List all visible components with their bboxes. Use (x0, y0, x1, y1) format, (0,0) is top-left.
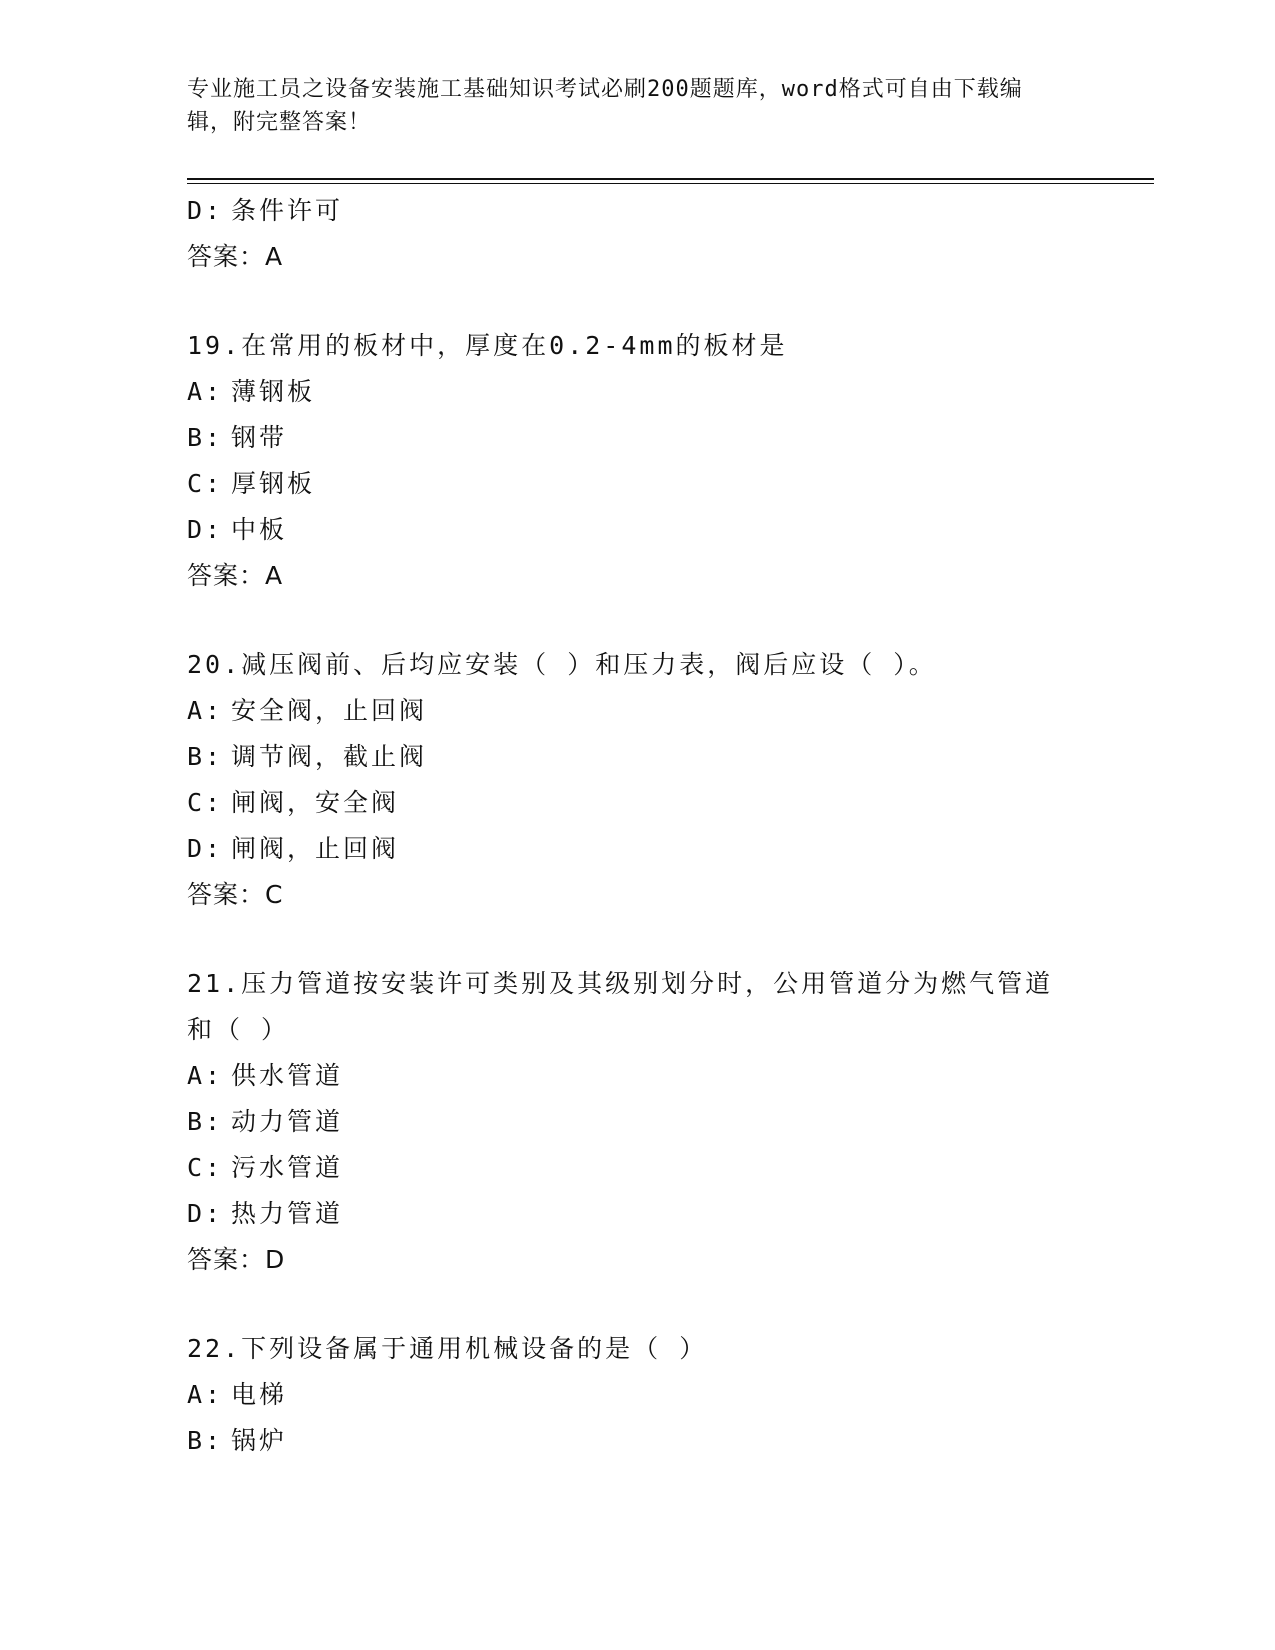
option-text: 污水管道 (231, 1153, 344, 1182)
question-text: 19.在常用的板材中，厚度在0.2-4mm的板材是 (187, 331, 788, 360)
option-text: 条件许可 (231, 196, 344, 225)
option-text: 热力管道 (231, 1199, 344, 1228)
option-b (187, 415, 1087, 461)
option-label: B: (187, 742, 224, 771)
option-text: 闸阀，止回阀 (231, 834, 400, 863)
question-text-line-1: 21.压力管道按安装许可类别及其级别划分时，公用管道分为燃气管道 (187, 969, 1054, 998)
option-label: A: (187, 1380, 224, 1409)
option-b (187, 1418, 1087, 1464)
option-label: C: (187, 469, 224, 498)
option-label: A: (187, 377, 224, 406)
option-label: A: (187, 1061, 224, 1090)
question-20 (187, 642, 1087, 918)
option-text: 中板 (231, 515, 288, 544)
option-text: 调节阀，截止阀 (231, 742, 428, 771)
answer: 答案：C (187, 880, 284, 909)
option-label: B: (187, 423, 224, 452)
option-text: 安全阀，止回阀 (231, 696, 428, 725)
option-text: 供水管道 (231, 1061, 344, 1090)
question-22 (187, 1326, 1087, 1464)
option-text: 钢带 (231, 423, 288, 452)
spacer (187, 280, 1087, 323)
option-d (187, 188, 1087, 234)
option-d (187, 507, 1087, 553)
option-text: 薄钢板 (231, 377, 316, 406)
header-rule-thin (187, 183, 1154, 184)
option-label: B: (187, 1426, 224, 1455)
spacer (187, 918, 1087, 961)
question-19 (187, 323, 1087, 599)
option-c (187, 461, 1087, 507)
option-text: 动力管道 (231, 1107, 344, 1136)
option-a (187, 688, 1087, 734)
option-a (187, 1372, 1087, 1418)
option-b (187, 1099, 1087, 1145)
option-label: B: (187, 1107, 224, 1136)
option-text: 厚钢板 (231, 469, 316, 498)
option-label: D: (187, 196, 224, 225)
option-label: C: (187, 788, 224, 817)
option-text: 闸阀，安全阀 (231, 788, 400, 817)
option-c (187, 1145, 1087, 1191)
option-text: 电梯 (231, 1380, 288, 1409)
answer: 答案：A (187, 561, 284, 590)
question-18-tail (187, 188, 1087, 280)
option-label: D: (187, 515, 224, 544)
spacer (187, 599, 1087, 642)
option-a (187, 369, 1087, 415)
question-list (187, 188, 1087, 1464)
answer: 答案：D (187, 1245, 286, 1274)
option-label: D: (187, 1199, 224, 1228)
header-rule-thick (187, 178, 1154, 180)
option-d (187, 1191, 1087, 1237)
document-header: 专业施工员之设备安装施工基础知识考试必刷200题题库，word格式可自由下载编辑，附完整答案！ (187, 77, 1023, 135)
option-label: C: (187, 1153, 224, 1182)
option-text: 锅炉 (231, 1426, 288, 1455)
option-b (187, 734, 1087, 780)
question-text: 20.减压阀前、后均应安装（ ）和压力表，阀后应设（ ）。 (187, 650, 937, 679)
question-21 (187, 961, 1087, 1283)
option-label: A: (187, 696, 224, 725)
answer: 答案：A (187, 242, 284, 271)
question-text-line-2: 和（ ） (187, 1015, 290, 1044)
option-label: D: (187, 834, 224, 863)
spacer (187, 1283, 1087, 1326)
option-a (187, 1053, 1087, 1099)
option-c (187, 780, 1087, 826)
question-text: 22.下列设备属于通用机械设备的是（ ） (187, 1334, 708, 1363)
option-d (187, 826, 1087, 872)
